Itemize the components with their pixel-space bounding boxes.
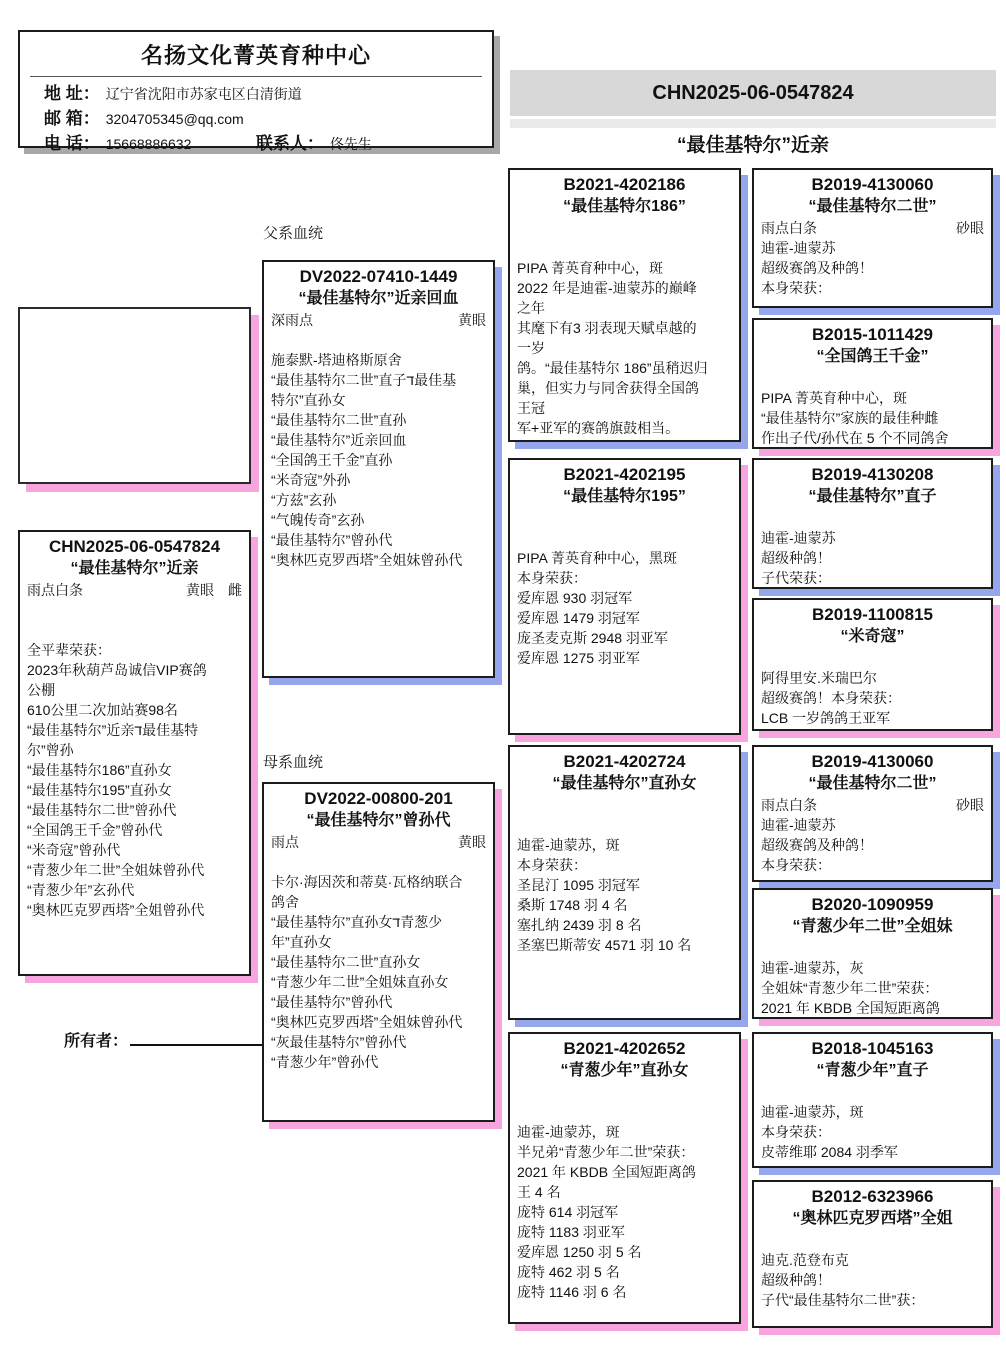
pedigree-line: 本身荣获： (517, 857, 587, 873)
pedigree-line: 阿得里安.米瑞巴尔 (761, 670, 877, 686)
pigeon-box-mmf (752, 1032, 993, 1168)
pedigree-line: 迪霍-迪蒙苏 (761, 530, 836, 546)
pedigree-line (517, 528, 732, 548)
pedigree-line: 迪霍-迪蒙苏，斑 (517, 1124, 620, 1140)
traits-row (271, 832, 486, 852)
pedigree-line: 鸽舍 (271, 894, 299, 910)
pigeon-box-fm (508, 458, 741, 735)
ring-number: B2021-4202652 (563, 1039, 686, 1058)
pedigree-line (271, 330, 486, 350)
pedigree-line: “最佳基特尔二世”直孙 (271, 412, 407, 428)
pedigree-line: 2023年秋葫芦岛诚信VIP赛鸽 (27, 662, 207, 678)
pedigree-line: 本身荣获： (517, 570, 587, 586)
pedigree-line (27, 600, 242, 620)
pigeon-box-ff (508, 168, 741, 442)
pedigree-line: 超级种鸽！ (761, 550, 831, 566)
traits-row (761, 795, 984, 815)
pigeon-box-father (262, 260, 495, 678)
pedigree-line: “最佳基特尔二世”直子ד最佳基 (271, 372, 457, 388)
pedigree-line: 卡尔·海因茨和蒂莫·瓦格纳联合 (271, 874, 463, 890)
pedigree-line: “全国鸽王千金”直孙 (271, 452, 393, 468)
pedigree-subtitle: “最佳基特尔”近亲 (676, 135, 829, 156)
pedigree-line: “最佳基特尔”直孙女ד青葱少 (271, 914, 443, 930)
pedigree-line: 一岁 (517, 340, 545, 356)
pedigree-line: 本身荣获： (761, 857, 831, 873)
ring-bar-strip (510, 119, 996, 128)
pedigree-line: 子代荣获： (761, 570, 831, 586)
pigeon-name: “最佳基特尔”直子 (808, 488, 937, 505)
eye-label: 砂眼 (956, 797, 984, 813)
pedigree-line: 迪霍-迪蒙苏 (761, 817, 836, 833)
phone-row (20, 132, 492, 157)
pedigree-line: 2021 年 KBDB 全国短距离鸽 (761, 1000, 940, 1016)
plumage-label: 雨点白条 (761, 797, 817, 813)
pedigree-line: 之年 (517, 300, 545, 316)
ring-number: B2019-1100815 (811, 605, 933, 624)
pedigree-line: 子代“最佳基特尔二世”获： (761, 1292, 925, 1308)
pedigree-line: 迪霍-迪蒙苏，斑 (517, 837, 620, 853)
eye-label: 砂眼 (956, 220, 984, 236)
pedigree-line: 特尔”直孙女 (271, 392, 346, 408)
pedigree-line (271, 852, 486, 872)
pedigree-line: “米奇寇”曾孙代 (27, 842, 121, 858)
pedigree-line: 全平辈荣获： (27, 642, 111, 658)
pedigree-line: 圣塞巴斯蒂安 4571 羽 10 名 (517, 937, 692, 953)
pedigree-line (517, 218, 732, 238)
pedigree-line: 半兄弟“青葱少年二世”荣获： (517, 1144, 695, 1160)
pedigree-line: “奥林匹克罗西塔”全姐曾孙代 (27, 902, 205, 918)
pigeon-name: “最佳基特尔二世” (808, 775, 937, 792)
plumage-label: 深雨点 (271, 312, 313, 328)
pigeon-box-mff (752, 745, 993, 882)
pigeon-box-fmf (752, 458, 993, 589)
pedigree-line: 本身荣获： (761, 280, 831, 296)
pedigree-line: 迪克.范登布克 (761, 1252, 849, 1268)
pigeon-box-mfm (752, 888, 993, 1019)
pedigree-line: “气魄传奇”玄孙 (271, 512, 365, 528)
pedigree-line (517, 795, 732, 815)
eye-label: 黄眼 (458, 834, 486, 850)
ring-number: B2020-1090959 (811, 895, 934, 914)
owner-signature-line (130, 1030, 280, 1046)
pedigree-line: 公棚 (27, 682, 55, 698)
pedigree-line: 迪霍-迪蒙苏，灰 (761, 960, 864, 976)
ring-number: B2018-1045163 (811, 1039, 934, 1058)
breeder-info-card (18, 30, 494, 153)
pedigree-line: 作出子代/孙代在 5 个不同鸽舍 (761, 430, 949, 446)
pedigree-line: 庞圣麦克斯 2948 羽亚军 (517, 630, 668, 646)
pigeon-box-mother (262, 782, 495, 1122)
pedigree-line: PIPA 菁英育种中心，斑 (517, 260, 663, 276)
pedigree-line: 本身荣获： (761, 1124, 831, 1140)
pigeon-box-fff (752, 168, 993, 308)
pigeon-name: “最佳基特尔”曾孙代 (306, 812, 451, 829)
pedigree-line: 军+亚军的赛鸽旗鼓相当。 (517, 420, 680, 436)
pedigree-line: “最佳基特尔”近亲ד最佳基特 (27, 722, 199, 738)
pedigree-line: “最佳基特尔二世”曾孙代 (27, 802, 177, 818)
pedigree-line (517, 1102, 732, 1122)
contact-label: 联系人： (255, 134, 324, 153)
pigeon-name: “米奇寇” (840, 628, 905, 645)
pedigree-line (517, 508, 732, 528)
breeder-center-name: 名扬文化菁英育种中心 (140, 43, 371, 68)
pedigree-line: “最佳基特尔186”直孙女 (27, 762, 172, 778)
pedigree-line (517, 238, 732, 258)
pedigree-line (27, 620, 242, 640)
pedigree-line: PIPA 菁英育种中心，黑斑 (517, 550, 677, 566)
ring-number: B2021-4202186 (563, 175, 686, 194)
traits-row (27, 580, 242, 600)
pedigree-line: “米奇寇”外孙 (271, 472, 351, 488)
pedigree-line (761, 1230, 984, 1250)
pedigree-line: 爱库恩 1479 羽冠军 (517, 610, 640, 626)
pedigree-line (517, 1082, 732, 1102)
email-row (20, 107, 492, 132)
pedigree-line: 皮蒂维耶 2084 羽季军 (761, 1144, 898, 1160)
pedigree-line: “最佳基特尔”家族的最佳种雌 (761, 410, 939, 426)
owner-row (64, 1028, 280, 1051)
pedigree-line: 超级种鸽！ (761, 1272, 831, 1288)
pigeon-name: “全国鸽王千金” (816, 348, 929, 365)
ring-number: B2019-4130208 (811, 465, 934, 484)
phone-value: 15668886632 (105, 136, 192, 152)
eye-label: 黄眼 (458, 312, 486, 328)
pedigree-line: 爱库恩 1275 羽亚军 (517, 650, 640, 666)
pedigree-line: 全姐妹“青葱少年二世”荣获： (761, 980, 939, 996)
eye-label: 黄眼 雌 (186, 582, 242, 598)
pedigree-line: “青葱少年二世”全姐妹直孙女 (271, 974, 449, 990)
plumage-label: 雨点白条 (761, 220, 817, 236)
ring-number: B2012-6323966 (811, 1187, 934, 1206)
pedigree-line: “青葱少年二世”全姐妹曾孙代 (27, 862, 205, 878)
ring-number: DV2022-00800-201 (304, 789, 453, 808)
ring-number: B2015-1011429 (811, 325, 933, 344)
divider (30, 76, 482, 77)
pedigree-line: “奥林匹克罗西塔”全姐妹曾孙代 (271, 552, 463, 568)
ring-number: B2021-4202724 (563, 752, 686, 771)
pedigree-line: 鸽。“最佳基特尔 186”虽稍迟归 (517, 360, 708, 376)
pedigree-line: 王冠 (517, 400, 545, 416)
pigeon-name: “青葱少年”直子 (816, 1062, 929, 1079)
pedigree-line: “最佳基特尔”近亲回血 (271, 432, 407, 448)
pedigree-line: 尔”曾孙 (27, 742, 74, 758)
maternal-line-label: 母系血统 (263, 754, 324, 771)
pedigree-line: “奥林匹克罗西塔”全姐妹曾孙代 (271, 1014, 463, 1030)
pedigree-line: 施泰默-塔迪格斯原舍 (271, 352, 402, 368)
pigeon-box-mf (508, 745, 741, 1020)
pigeon-name: “最佳基特尔195” (563, 488, 686, 505)
pedigree-line: 巢，但实力与同舍获得全国鸽 (517, 380, 699, 396)
pigeon-box-mmm (752, 1180, 993, 1328)
pedigree-line: 其麾下有3 羽表现天赋卓越的 (517, 320, 697, 336)
pigeon-name: “最佳基特尔”直孙女 (552, 775, 697, 792)
address-row (20, 82, 492, 107)
pedigree-line (761, 1082, 984, 1102)
pigeon-box-ffm (752, 318, 993, 449)
plumage-label: 雨点白条 (27, 582, 83, 598)
pigeon-name: “最佳基特尔”近亲回血 (298, 290, 459, 307)
pedigree-line: 超级赛鸽及种鸽！ (761, 837, 873, 853)
traits-row (271, 310, 486, 330)
pigeon-box-main (18, 530, 251, 976)
email-label: 邮 箱： (44, 109, 100, 128)
pedigree-line: 年”直孙女 (271, 934, 332, 950)
ring-number: CHN2025-06-0547824 (48, 537, 221, 556)
pedigree-line (761, 508, 984, 528)
pedigree-line: “青葱少年”曾孙代 (271, 1054, 379, 1070)
ring-number-bar: CHN2025-06-0547824 (510, 70, 996, 116)
pigeon-name: “青葱少年二世”全姐妹 (792, 918, 953, 935)
pigeon-name: “青葱少年”直孙女 (560, 1062, 689, 1079)
pedigree-line: 迪霍-迪蒙苏 (761, 240, 836, 256)
pedigree-line (761, 368, 984, 388)
pedigree-line: 庞特 1183 羽亚军 (517, 1224, 625, 1240)
pedigree-line: “最佳基特尔”曾孙代 (271, 532, 393, 548)
contact-value: 佟先生 (329, 136, 372, 152)
photo-placeholder-box (18, 307, 251, 484)
ring-number: B2021-4202195 (563, 465, 686, 484)
pedigree-line: “灰最佳基特尔”曾孙代 (271, 1034, 407, 1050)
paternal-line-label: 父系血统 (263, 225, 324, 242)
pedigree-line: 超级赛鸽及种鸽！ (761, 260, 873, 276)
pedigree-line: 王 4 名 (517, 1184, 561, 1200)
pigeon-box-mm (508, 1032, 741, 1324)
ring-number: B2019-4130060 (811, 752, 934, 771)
owner-label: 所有者： (64, 1033, 129, 1050)
pigeon-name: “最佳基特尔”近亲 (70, 560, 199, 577)
pedigree-line (761, 938, 984, 958)
plumage-label: 雨点 (271, 834, 299, 850)
pedigree-line: “方兹”玄孙 (271, 492, 337, 508)
phone-label: 电 话： (44, 134, 100, 153)
ring-number: DV2022-07410-1449 (299, 267, 458, 286)
pigeon-box-fmm (752, 598, 993, 731)
pigeon-name: “奥林匹克罗西塔”全姐 (792, 1210, 953, 1227)
pedigree-line: PIPA 菁英育种中心，斑 (761, 390, 907, 406)
pedigree-line: “最佳基特尔”曾孙代 (271, 994, 393, 1010)
pedigree-line: 610公里二次加站赛98名 (27, 702, 178, 718)
pedigree-line: 桑斯 1748 羽 4 名 (517, 897, 628, 913)
pedigree-line: 爱库恩 930 羽冠军 (517, 590, 633, 606)
email-value: 3204705345@qq.com (105, 111, 244, 127)
pedigree-line: 迪霍-迪蒙苏，斑 (761, 1104, 864, 1120)
pedigree-line: 庞特 614 羽冠军 (517, 1204, 619, 1220)
pedigree-line: 塞扎纳 2439 羽 8 名 (517, 917, 642, 933)
pedigree-line: “全国鸽王千金”曾孙代 (27, 822, 163, 838)
pedigree-line: 2021 年 KBDB 全国短距离鸽 (517, 1164, 696, 1180)
pedigree-line: “最佳基特尔二世”直孙女 (271, 954, 421, 970)
pedigree-line: 圣昆汀 1095 羽冠军 (517, 877, 640, 893)
pedigree-line: “青葱少年”玄孙代 (27, 882, 135, 898)
pedigree-line: 庞特 462 羽 5 名 (517, 1264, 620, 1280)
pigeon-name: “最佳基特尔186” (563, 198, 686, 215)
pedigree-line: “最佳基特尔195”直孙女 (27, 782, 172, 798)
address-label: 地 址： (44, 84, 100, 103)
pedigree-line (517, 815, 732, 835)
pedigree-line: LCB 一岁鸽鸽王亚军 (761, 710, 891, 726)
traits-row (761, 218, 984, 238)
pigeon-name: “最佳基特尔二世” (808, 198, 937, 215)
pedigree-line: 爱库恩 1250 羽 5 名 (517, 1244, 642, 1260)
pedigree-line (761, 648, 984, 668)
address-value: 辽宁省沈阳市苏家屯区白清街道 (105, 86, 302, 102)
pedigree-line: 2022 年是迪霍-迪蒙苏的巅峰 (517, 280, 697, 296)
ring-number: B2019-4130060 (811, 175, 934, 194)
pedigree-line: 庞特 1146 羽 6 名 (517, 1284, 627, 1300)
pedigree-line: 超级赛鸽！本身荣获： (761, 690, 901, 706)
